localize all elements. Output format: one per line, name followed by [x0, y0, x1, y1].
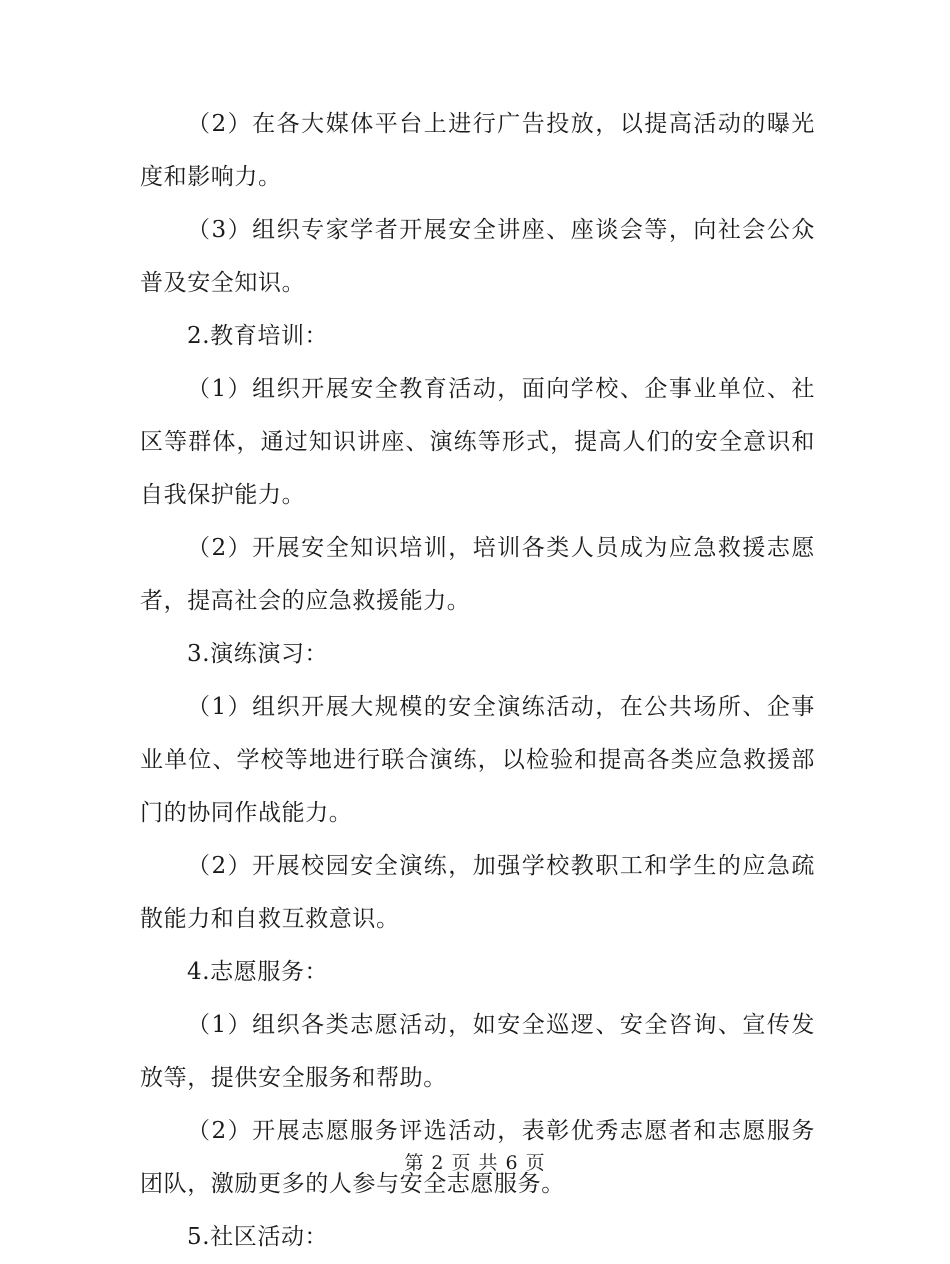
section-heading-drills: 3.演练演习：	[187, 641, 329, 667]
paragraph-safety-education: （1）组织开展安全教育活动，面向学校、企事业单位、社区等群体，通过知识讲座、演练等形式，提高人们的安全意识和自我保护能力。	[140, 376, 815, 508]
section-heading-education-training: 2.教育培训：	[187, 323, 329, 349]
paragraph-expert-lectures: （3）组织专家学者开展安全讲座、座谈会等，向社会公众普及安全知识。	[140, 217, 815, 296]
section-heading-community-activities: 5.社区活动：	[187, 1224, 329, 1250]
paragraph-campus-drills: （2）开展校园安全演练，加强学校教职工和学生的应急疏散能力和自救互救意识。	[140, 853, 815, 932]
paragraph-media-ads: （2）在各大媒体平台上进行广告投放，以提高活动的曝光度和影响力。	[140, 111, 815, 190]
page-number-footer: 第 2 页 共 6 页	[404, 1152, 546, 1174]
paragraph-volunteer-awards: （2）开展志愿服务评选活动，表彰优秀志愿者和志愿服务团队，激励更多的人参与安全志愿服务。	[140, 1118, 815, 1197]
paragraph-large-scale-drills: （1）组织开展大规模的安全演练活动，在公共场所、企事业单位、学校等地进行联合演练，以检验和提高各类应急救援部门的协同作战能力。	[140, 694, 815, 826]
paragraph-safety-training: （2）开展安全知识培训，培训各类人员成为应急救援志愿者，提高社会的应急救援能力。	[140, 535, 815, 614]
paragraph-volunteer-activities: （1）组织各类志愿活动，如安全巡逻、安全咨询、宣传发放等，提供安全服务和帮助。	[140, 1012, 815, 1091]
document-body	[140, 98, 815, 1264]
section-heading-volunteer-service: 4.志愿服务：	[187, 959, 329, 985]
